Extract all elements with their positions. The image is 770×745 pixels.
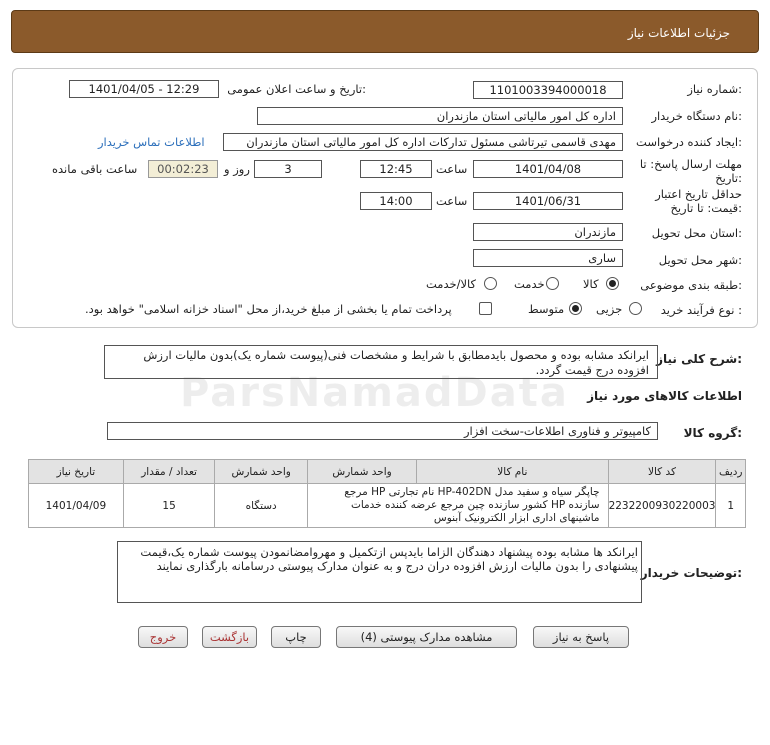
announce-field: 1401/04/05 - 12:29 <box>69 80 219 98</box>
summary-label: شرح کلی نیاز: <box>656 352 742 366</box>
back-button[interactable]: بازگشت <box>202 626 257 648</box>
col-unit-measure: واحد شمارش <box>307 460 416 484</box>
city-field: ساری <box>473 249 623 267</box>
goods-group-label: گروه کالا: <box>683 426 742 440</box>
col-code: کد کالا <box>608 460 716 484</box>
page-header <box>11 10 759 53</box>
col-unit: واحد شمارش <box>215 460 308 484</box>
process-medium-label: متوسط <box>528 302 565 316</box>
process-label: نوع فرآیند خرید : <box>660 303 742 317</box>
category-service-label: خدمت <box>514 277 545 291</box>
reply-button[interactable]: پاسخ به نیاز <box>533 626 629 648</box>
buyer-notes-label: توضیحات خریدار: <box>640 566 742 580</box>
goods-table <box>28 459 746 528</box>
requester-field: مهدی قاسمی تیرتاشی مسئول تدارکات اداره کل امور مالیاتی استان مازندران <box>223 133 623 151</box>
category-goods-label: کالا <box>583 277 599 291</box>
col-row: ردیف <box>716 460 746 484</box>
category-goods-radio[interactable] <box>606 277 619 290</box>
deadline-label: مهلت ارسال پاسخ: تا <box>639 157 742 171</box>
deadline-time-label: ساعت <box>436 162 468 176</box>
summary-text: ایرانکد مشابه بوده و محصول بایدمطابق با شرایط و مشخصات فنی(پیوست شماره یک)بدون مالیات ارزش افزوده درج قیمت گردد. <box>104 345 658 379</box>
table-row <box>29 484 746 528</box>
deadline-time-field: 12:45 <box>360 160 432 178</box>
validity-time-label: ساعت <box>436 194 468 208</box>
cell-need-date: 1401/04/09 <box>29 484 124 528</box>
col-need-date: تاریخ نیاز <box>29 460 124 484</box>
category-both-radio[interactable] <box>484 277 497 290</box>
days-label: روز و <box>224 162 250 176</box>
buyer-contact-link[interactable]: اطلاعات تماس خریدار <box>98 135 205 149</box>
requester-label: ایجاد کننده درخواست: <box>636 135 742 149</box>
province-label: استان محل تحویل: <box>651 226 742 240</box>
days-field: 3 <box>254 160 322 178</box>
remaining-label: ساعت باقی مانده <box>52 162 138 176</box>
goods-section-title: اطلاعات کالاهای مورد نیاز <box>587 389 742 403</box>
buyer-org-label: نام دستگاه خریدار: <box>651 109 742 123</box>
need-number-label: شماره نیاز: <box>687 82 742 96</box>
cell-code: 2232200930220003 <box>608 484 716 528</box>
treasury-payment-note: پرداخت تمام یا بخشی از مبلغ خرید،از محل "اسناد خزانه اسلامی" خواهد بود. <box>85 302 452 316</box>
cell-unit: دستگاه <box>215 484 308 528</box>
view-attachments-button[interactable]: مشاهده مدارک پیوستی (4) <box>336 626 517 648</box>
validity-time-field: 14:00 <box>360 192 432 210</box>
goods-group-field: کامپیوتر و فناوری اطلاعات-سخت افزار <box>107 422 658 440</box>
validity-date-field: 1401/06/31 <box>473 192 623 210</box>
category-service-radio[interactable] <box>546 277 559 290</box>
validity-label: حداقل تاریخ اعتبار <box>655 187 742 201</box>
process-minor-radio[interactable] <box>629 302 642 315</box>
col-name: نام کالا <box>417 460 608 484</box>
category-both-label: کالا/خدمت <box>426 277 477 291</box>
treasury-payment-checkbox[interactable] <box>479 302 492 315</box>
validity-label-2: قیمت: تا تاریخ: <box>670 201 742 215</box>
col-qty: تعداد / مقدار <box>123 460 215 484</box>
page-title: جزئیات اطلاعات نیاز <box>627 26 730 40</box>
exit-button[interactable]: خروج <box>138 626 188 648</box>
category-label: طبقه بندی موضوعی: <box>640 278 742 292</box>
province-field: مازندران <box>473 223 623 241</box>
need-number-field: 1101003394000018 <box>473 81 623 99</box>
process-medium-radio[interactable] <box>569 302 582 315</box>
cell-row: 1 <box>716 484 746 528</box>
cell-name: چاپگر سیاه و سفید مدل HP-402DN نام تجارتی HP مرجع سازنده HP کشور سازنده چین مرجع عرضه کننده خدمات ماشینهای اداری ابزار الکترونیک آبنوس <box>307 484 608 528</box>
deadline-date-field: 1401/04/08 <box>473 160 623 178</box>
buyer-org-field: اداره کل امور مالیاتی استان مازندران <box>257 107 623 125</box>
buyer-notes-text: ایرانکد ها مشابه بوده پیشنهاد دهندگان الزاما بایدپس ازتکمیل و مهروامضانمودن پیوست شماره یک،قیمت پیشنهادی را بدون مالیات ارزش افزوده دران درج و به عنوان مدارک پیوستی درسامانه بارگذاری نمایند <box>140 545 638 573</box>
city-label: شهر محل تحویل: <box>658 253 742 267</box>
process-minor-label: جزیی <box>596 302 623 316</box>
cell-qty: 15 <box>123 484 215 528</box>
watermark: ParsNamadData <box>180 370 569 416</box>
announce-label: تاریخ و ساعت اعلان عمومی: <box>227 82 366 96</box>
print-button[interactable]: چاپ <box>271 626 321 648</box>
deadline-label-2: تاریخ: <box>715 171 742 185</box>
remaining-time-field: 00:02:23 <box>148 160 218 178</box>
